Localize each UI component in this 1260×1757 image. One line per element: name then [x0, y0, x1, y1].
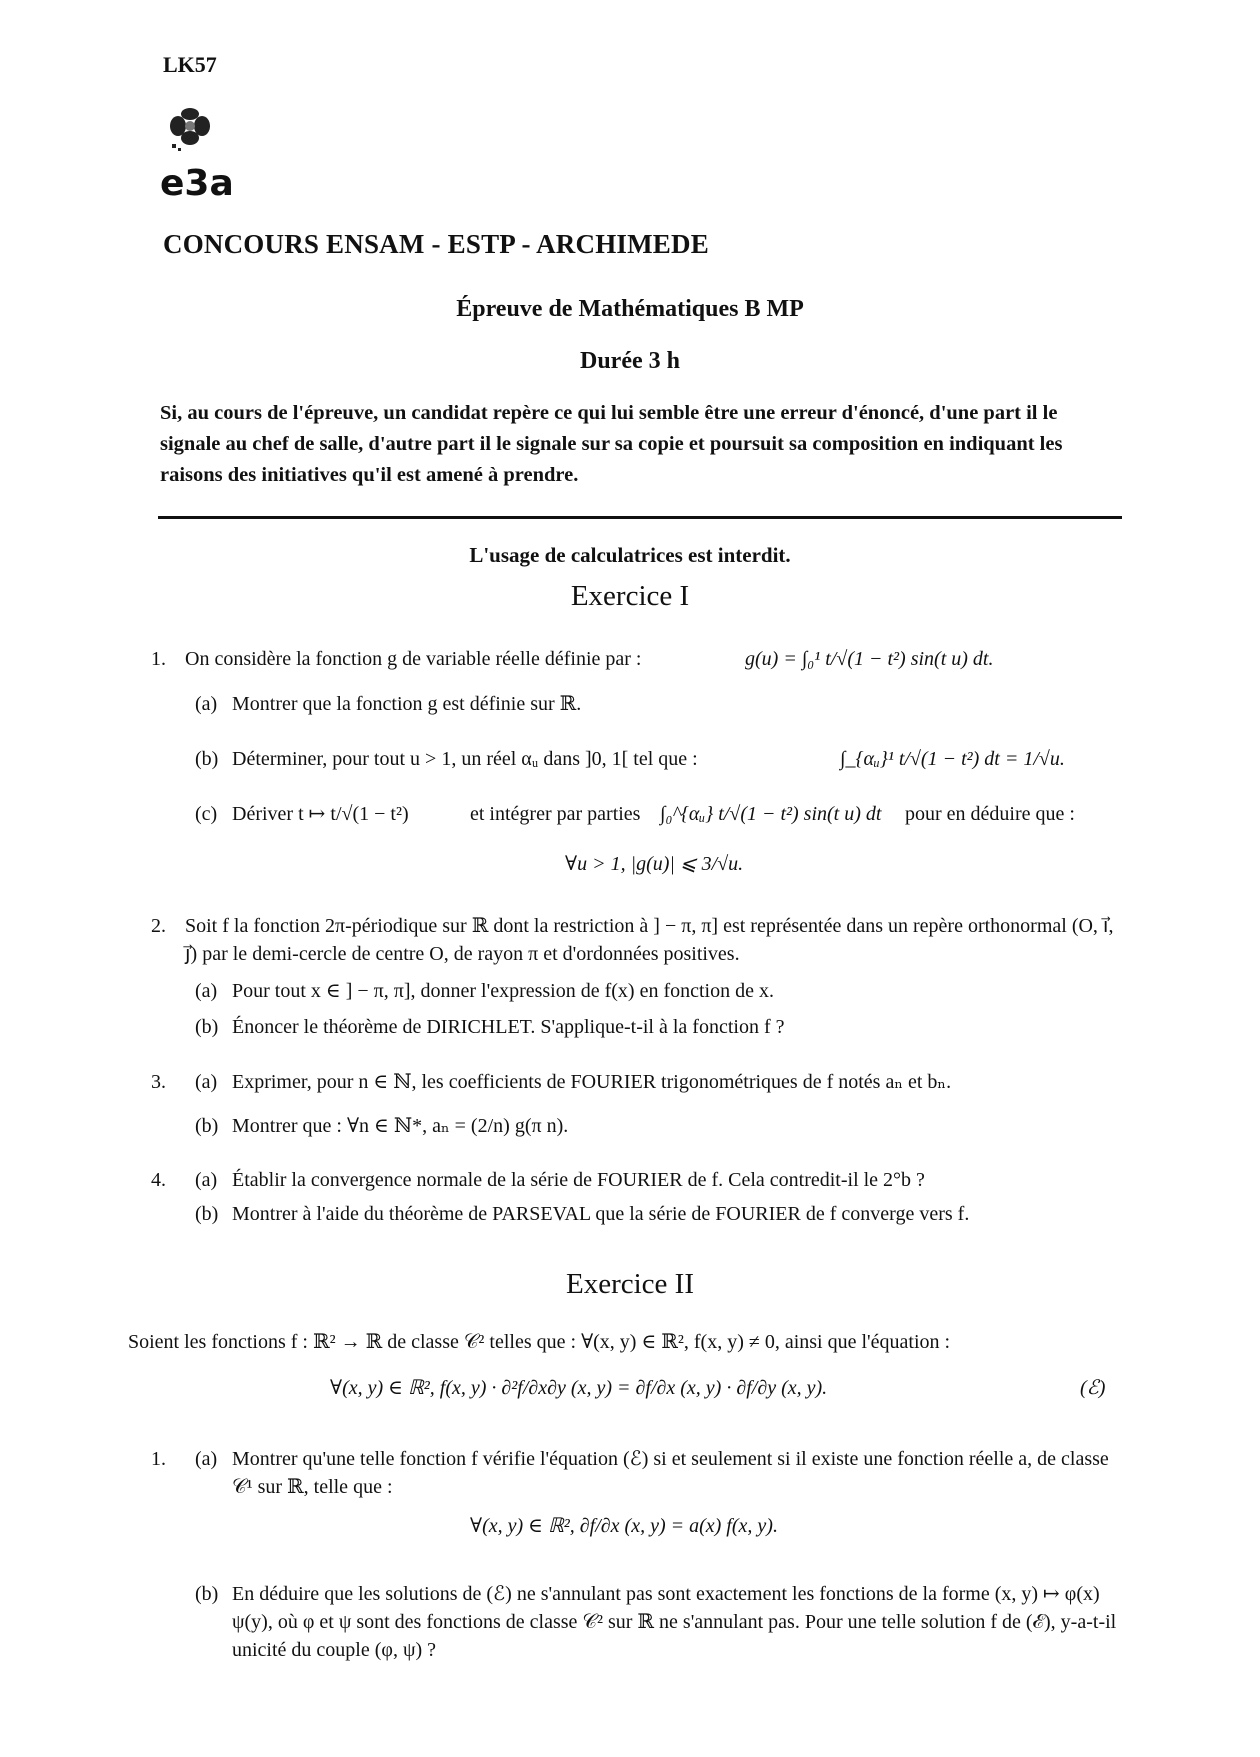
ex2-q1a-text: Montrer qu'une telle fonction f vérifie l'équation (ℰ) si et seulement si il existe une fonction réelle a, de classe 𝒞¹ sur ℝ, telle que :	[232, 1448, 1109, 1498]
contest-title: CONCOURS ENSAM - ESTP - ARCHIMEDE	[163, 229, 709, 259]
exam-duration: Durée 3 h	[580, 348, 680, 374]
q3b-label: (b)	[195, 1115, 219, 1137]
q1c-integrate: et intégrer par parties	[470, 803, 641, 825]
q1c-result: ∀u > 1, |g(u)| ⩽ 3/√u.	[565, 853, 744, 875]
q2b-label: (b)	[195, 1016, 219, 1038]
q4a-text: Établir la convergence normale de la série de FOURIER de f. Cela contredit-il le 2°b ?	[232, 1169, 925, 1191]
q3-number: 3.	[151, 1071, 166, 1093]
q4a-label: (a)	[195, 1169, 218, 1191]
logo-text: e3a	[160, 163, 234, 204]
q2-text: Soit f la fonction 2π-périodique sur ℝ dont la restriction à ] − π, π] est représentée dans un repère orthonormal (O, i⃗, j⃗) par le demi-cercle de centre O, de rayon π et d'ordonnées positives.	[185, 915, 1114, 965]
q1a-label: (a)	[195, 693, 218, 715]
ex2-q1b-label: (b)	[195, 1583, 219, 1605]
q3a-text: Exprimer, pour n ∈ ℕ, les coefficients de FOURIER trigonométriques de f notés aₙ et bₙ.	[232, 1071, 952, 1093]
q1b-label: (b)	[195, 748, 219, 770]
q3b-text: Montrer que : ∀n ∈ ℕ*, aₙ = (2/n) g(π n).	[232, 1115, 569, 1137]
q1b-formula: ∫_{αᵤ}¹ t/√(1 − t²) dt = 1/√u.	[840, 748, 1065, 770]
e3a-logo-icon	[158, 100, 278, 210]
exercise-2-title: Exercice II	[566, 1268, 694, 1300]
ex2-q1a-formula: ∀(x, y) ∈ ℝ², ∂f/∂x (x, y) = a(x) f(x, y).	[470, 1515, 778, 1537]
exam-warning: Si, au cours de l'épreuve, un candidat repère ce qui lui semble être une erreur d'énoncé, d'une part il le signale au chef de salle, d'autre part il le signale sur sa copie et poursuit sa composition en indiquant les raisons des initiatives qu'il est amené à prendre.	[160, 402, 1063, 486]
ex2-equation: ∀(x, y) ∈ ℝ², f(x, y) · ∂²f/∂x∂y (x, y) = ∂f/∂x (x, y) · ∂f/∂y (x, y).	[330, 1377, 828, 1399]
horizontal-rule	[158, 516, 1122, 519]
ex2-q1b-text: En déduire que les solutions de (ℰ) ne s'annulant pas sont exactement les fonctions de la forme (x, y) ↦ φ(x) ψ(y), où φ et ψ sont des fonctions de classe 𝒞² sur ℝ ne s'annulant pas. Pour une telle solution f de (ℰ), y-a-t-il unicité du couple (φ, ψ) ?	[232, 1583, 1117, 1661]
exercise-1-title: Exercice I	[570, 580, 690, 612]
ex2-intro: Soient les fonctions f : ℝ² → ℝ de classe 𝒞² telles que : ∀(x, y) ∈ ℝ², f(x, y) ≠ 0, ainsi que l'équation :	[128, 1331, 951, 1353]
exam-subject: Épreuve de Mathématiques B MP	[456, 296, 804, 322]
q1-formula: g(u) = ∫₀¹ t/√(1 − t²) sin(t u) dt.	[745, 648, 994, 670]
q1c-deduce: pour en déduire que :	[905, 803, 1075, 825]
e3a-logo	[158, 100, 278, 210]
q4b-label: (b)	[195, 1203, 219, 1225]
calculator-notice: L'usage de calculatrices est interdit.	[469, 543, 791, 567]
exam-code: LK57	[163, 52, 217, 77]
q2-number: 2.	[151, 915, 166, 937]
q4b-text: Montrer à l'aide du théorème de PARSEVAL que la série de FOURIER de f converge vers f.	[232, 1203, 970, 1225]
q2a-label: (a)	[195, 980, 218, 1002]
q1c-integral: ∫₀^{αᵤ} t/√(1 − t²) sin(t u) dt	[660, 803, 882, 825]
q1a-text: Montrer que la fonction g est définie sur ℝ.	[232, 693, 582, 715]
q4-number: 4.	[151, 1169, 166, 1191]
ex2-equation-tag: (ℰ)	[1080, 1377, 1106, 1399]
q2b-text: Énoncer le théorème de DIRICHLET. S'applique-t-il à la fonction f ?	[232, 1016, 785, 1038]
q1-number: 1.	[151, 648, 166, 670]
q3a-label: (a)	[195, 1071, 218, 1093]
q2a-text: Pour tout x ∈ ] − π, π], donner l'expression de f(x) en fonction de x.	[232, 980, 774, 1002]
q1c-label: (c)	[195, 803, 218, 825]
q1c-derive: Dériver t ↦ t/√(1 − t²)	[232, 803, 409, 825]
ex2-q1-number: 1.	[151, 1448, 166, 1470]
ex2-q1a-label: (a)	[195, 1448, 218, 1470]
q1-intro: On considère la fonction g de variable réelle définie par :	[185, 648, 642, 670]
q1b-text: Déterminer, pour tout u > 1, un réel αᵤ dans ]0, 1[ tel que :	[232, 748, 698, 770]
